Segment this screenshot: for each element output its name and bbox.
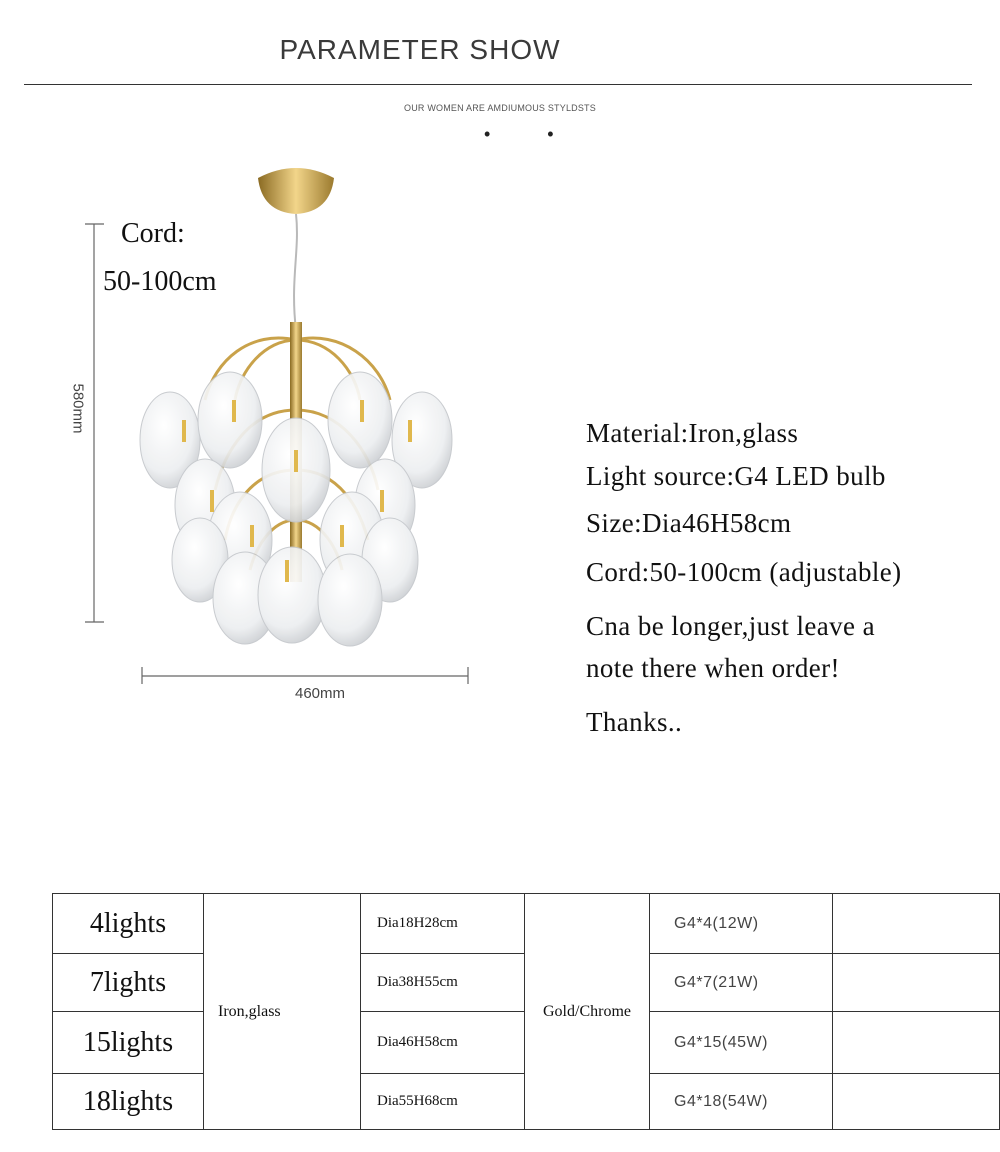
- bulb-cell: G4*15(45W): [650, 1012, 833, 1074]
- empty-cell: [833, 954, 1000, 1012]
- empty-cell: [833, 1074, 1000, 1130]
- page-subtitle: OUR WOMEN ARE AMDIUMOUS STYLDSTS: [404, 103, 596, 113]
- size-cell: Dia38H55cm: [361, 954, 525, 1012]
- bulb-cell: G4*18(54W): [650, 1074, 833, 1130]
- decorative-dots: • •: [484, 124, 580, 144]
- qty-cell: 7lights: [53, 954, 204, 1012]
- height-dimension-label: 580mm: [69, 383, 87, 434]
- height-dimension-line: [85, 224, 104, 622]
- qty-cell: 15lights: [53, 1012, 204, 1074]
- bulb-cell: G4*4(12W): [650, 894, 833, 954]
- spec-light-source: Light source:G4 LED bulb: [586, 461, 886, 491]
- size-cell: Dia46H58cm: [361, 1012, 525, 1074]
- cord-label: Cord:: [121, 218, 185, 249]
- bulb-cell: G4*7(21W): [650, 954, 833, 1012]
- empty-cell: [833, 1012, 1000, 1074]
- page-title: PARAMETER SHOW: [279, 34, 561, 65]
- table-row: [53, 894, 1000, 954]
- width-dimension-label: 460mm: [294, 685, 346, 702]
- empty-cell: [833, 894, 1000, 954]
- qty-cell: 4lights: [53, 894, 204, 954]
- spec-note-line-1: Cna be longer,just leave a: [586, 611, 875, 641]
- spec-material: Material:Iron,glass: [586, 418, 799, 448]
- spec-size: Size:Dia46H58cm: [586, 508, 792, 538]
- spec-thanks: Thanks..: [586, 707, 683, 737]
- width-dimension-line: [142, 667, 468, 684]
- size-cell: Dia18H28cm: [361, 894, 525, 954]
- material-cell: Iron,glass: [204, 894, 361, 1130]
- ceiling-canopy: [258, 168, 334, 214]
- spec-note-line-2: note there when order!: [586, 653, 840, 683]
- spec-cord: Cord:50-100cm (adjustable): [586, 557, 902, 587]
- qty-cell: 18lights: [53, 1074, 204, 1130]
- size-cell: Dia55H68cm: [361, 1074, 525, 1130]
- color-cell: Gold/Chrome: [525, 894, 650, 1130]
- spec-table: [52, 893, 1000, 1130]
- cord-length-label: 50-100cm: [103, 266, 217, 297]
- suspension-cord: [294, 214, 297, 330]
